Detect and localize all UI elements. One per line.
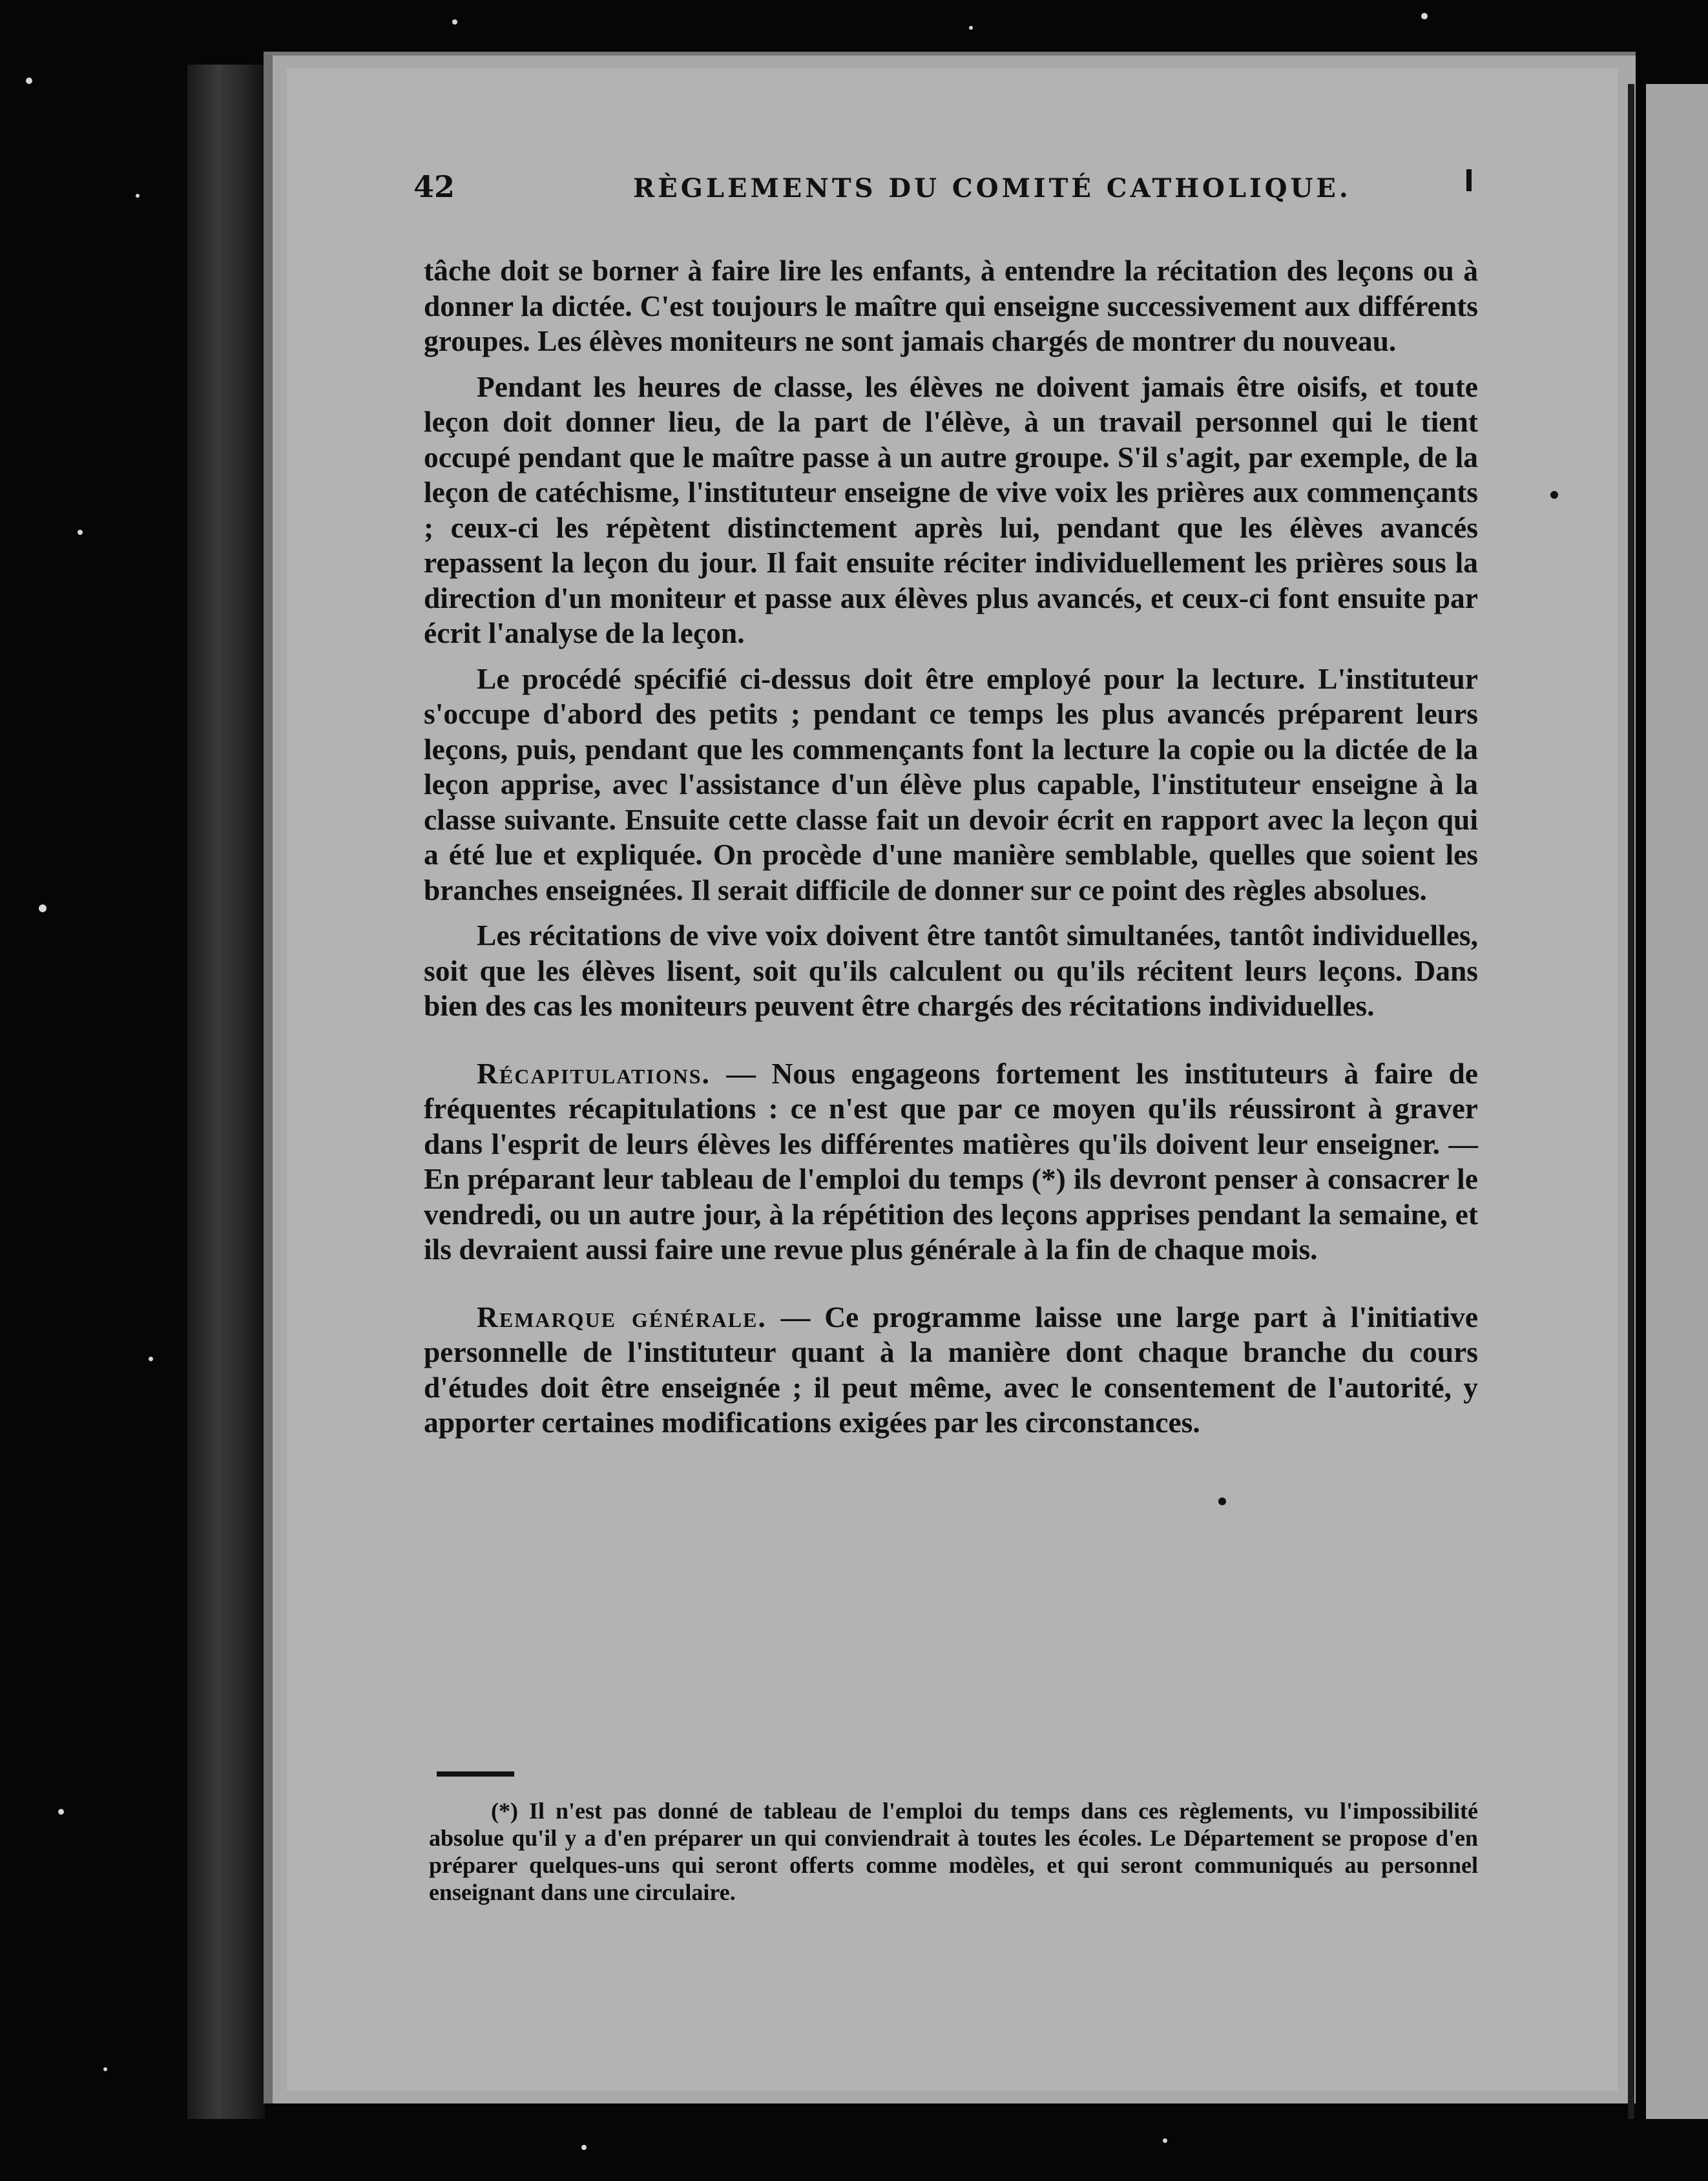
general-remark-heading: Remarque générale.: [477, 1300, 767, 1333]
ink-dot: [1218, 1497, 1226, 1505]
body-text: [424, 253, 1478, 1451]
dust-speck: [149, 1357, 153, 1361]
dust-speck: [969, 26, 973, 30]
paragraph-general-remark: [424, 1300, 1478, 1441]
running-header: [413, 169, 1460, 208]
footnote: (*) Il n'est pas donné de tableau de l'emploi du temps dans ces règlements, vu l'impossibilité absolue qu'il y a d'en préparer un qui conviendrait à toutes les écoles. Le Département se propose d'en préparer quelques-uns qui seront offerts comme modèles, et qui seront communiqués au personnel enseignant dans une circulaire.: [429, 1798, 1478, 1905]
running-title: RÈGLEMENTS DU COMITÉ CATHOLIQUE.: [633, 173, 1351, 203]
dust-speck: [78, 530, 83, 535]
adjacent-page-edge: [1646, 84, 1708, 2119]
ink-dot: [1550, 491, 1558, 499]
dust-speck: [58, 1809, 64, 1815]
recapitulations-heading: Récapitulations.: [477, 1056, 711, 1090]
dust-speck: [39, 904, 47, 912]
general-remark-text: — Ce programme laisse une large part à l'initiative personnelle de l'instituteur quant à la manière dont chaque branche du cours d'études doit être enseignée ; il peut même, avec le consentement de l'autorité, y apporter certaines modifications exigées par les circonstances.: [424, 1300, 1479, 1439]
dust-speck: [136, 194, 140, 198]
dust-speck: [1163, 2138, 1167, 2143]
dust-speck: [581, 2145, 587, 2150]
paragraph-continuation: tâche doit se borner à faire lire les enfants, à entendre la récitation des leçons ou à donner la dictée. C'est toujours le maître qui enseigne successivement aux différents groupes. Les élèves moniteurs ne sont jamais chargés de montrer du nouveau.: [424, 254, 1478, 357]
page-gutter: [1628, 84, 1634, 2119]
dust-speck: [452, 19, 457, 25]
paragraph-recitations: Les récitations de vive voix doivent être tantôt simultanées, tantôt individuelles, soit que les élèves lisent, soit qu'ils calculent ou qu'ils récitent leurs leçons. Dans bien des cas les moniteurs peuvent être chargés des récitations individuelles.: [424, 919, 1478, 1022]
header-mark: [1466, 169, 1472, 191]
dust-speck: [26, 78, 32, 84]
dust-speck: [103, 2067, 107, 2071]
recapitulations-text: — Nous engageons fortement les instituteurs à faire de fréquentes récapitulations : ce n'est que par ce moyen qu'ils réussiront à graver dans l'esprit de leurs élèves les différentes matières qu'ils doivent leur enseigner. — En préparant leur tableau de l'emploi du temps (*) ils devront penser à consacrer le vendredi, ou un autre jour, à la répétition des leçons apprises pendant la semaine, et ils devraient aussi faire une revue plus générale à la fin de chaque mois.: [424, 1056, 1479, 1266]
page-number: 42: [413, 169, 455, 204]
footnote-rule: [437, 1771, 514, 1777]
book-spine: [187, 65, 265, 2119]
paragraph-reading: Le procédé spécifié ci-dessus doit être employé pour la lecture. L'instituteur s'occupe d'abord des petits ; pendant ce temps les plus avancés préparent leurs leçons, puis, pendant que les commençants font la lecture la copie ou la dictée de la leçon apprise, avec l'assistance d'un élève plus capable, l'instituteur enseigne à la classe suivante. Ensuite cette classe fait un devoir écrit en rapport avec la leçon qui a été lue et expliquée. On procède d'une manière semblable, quelles que soient les branches enseignées. Il serait difficile de donner sur ce point des règles absolues.: [424, 662, 1478, 906]
paragraph-recapitulations: [424, 1056, 1478, 1268]
dust-speck: [1421, 13, 1428, 19]
paragraph-activity: Pendant les heures de classe, les élèves ne doivent jamais être oisifs, et toute leçon doit donner lieu, de la part de l'élève, à un travail personnel qui le tient occupé pendant que le maître passe à un autre groupe. S'il s'agit, par exemple, de la leçon de catéchisme, l'instituteur enseigne de vive voix les prières aux commençants ; ceux-ci les répètent distinctement après lui, pendant que les élèves avancés repassent la leçon du jour. Il fait ensuite réciter individuellement les prières sous la direction d'un moniteur et passe aux élèves plus avancés, et ceux-ci font ensuite par écrit l'analyse de la leçon.: [424, 370, 1478, 649]
